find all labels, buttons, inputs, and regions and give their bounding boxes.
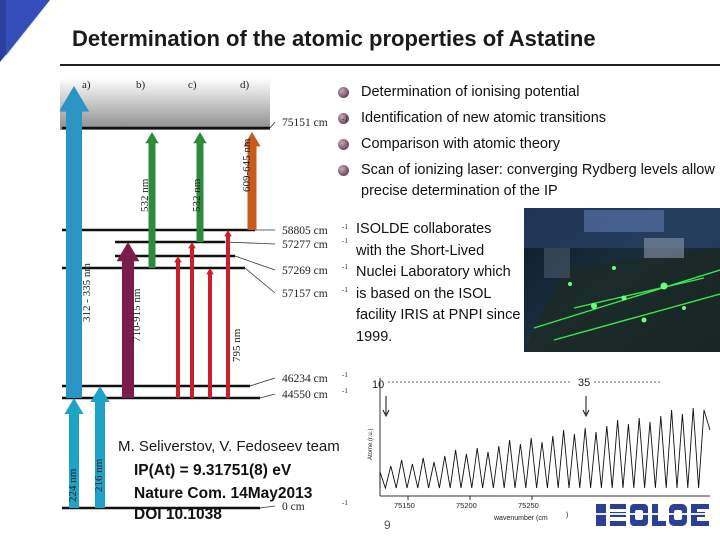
level-energy-label: 0 cm	[282, 501, 305, 513]
x-tick-label: 75250	[518, 501, 539, 510]
wavelength-label: 312 - 335 nm	[81, 263, 93, 322]
level-unit-superscript: -1	[342, 286, 348, 294]
red-arrow	[188, 242, 196, 398]
level-connector	[270, 122, 275, 128]
x-tick-label: 75150	[394, 501, 415, 510]
level-energy-label: 57277 cm	[282, 239, 328, 251]
wavelength-label: 216 nm	[93, 458, 105, 492]
scheme-label: d)	[240, 79, 250, 91]
arrow-down-icon	[583, 396, 589, 416]
bullet-item	[336, 82, 720, 103]
slide-title: Determination of the atomic properties of Astatine	[72, 26, 596, 51]
wavelength-label: 224 nm	[67, 468, 79, 502]
wavelength-label: 609-645 nm	[241, 138, 253, 192]
bullet-text: Scan of ionizing laser: converging Rydberg levels allow precise determination of the IP	[361, 162, 715, 199]
ionization-continuum	[60, 78, 270, 130]
red-arrow	[206, 268, 214, 398]
level-energy-label: 57157 cm	[282, 288, 328, 300]
scheme-label: c)	[188, 79, 197, 91]
bullet-item	[336, 108, 720, 129]
slide-number: 9	[384, 518, 391, 532]
peak-marker-label: 10	[372, 379, 385, 391]
level-connector	[245, 268, 275, 293]
bullet-text: Determination of ionising potential	[361, 84, 580, 100]
level-energy-label: 44550 cm	[282, 389, 328, 401]
level-unit-superscript: -1	[342, 237, 348, 245]
wavelength-label: 532 nm	[139, 178, 151, 212]
bullet-item	[336, 134, 720, 155]
level-unit-superscript: -1	[342, 223, 348, 231]
scheme-label: b)	[136, 79, 146, 91]
scan-signal-trace	[380, 408, 710, 488]
bullet-list	[336, 82, 720, 207]
level-energy-label: 57269 cm	[282, 265, 328, 277]
laser-lab-photo	[524, 208, 720, 352]
ionizing-uv-arrow	[60, 86, 89, 398]
isolde-logo	[596, 500, 714, 530]
level-energy-label: 75151 cm	[282, 117, 328, 129]
level-unit-superscript: -1	[342, 371, 348, 379]
level-energy-label: 46234 cm	[282, 373, 328, 385]
x-tick-label: 75200	[456, 501, 477, 510]
scheme-label: a)	[82, 79, 91, 91]
level-energy-label: 58805 cm	[282, 225, 328, 237]
x-axis-label: wavenumber (cm	[494, 515, 548, 522]
level-connector	[250, 378, 275, 386]
bullet-item	[336, 160, 720, 202]
corner-decoration	[0, 0, 50, 62]
level-connector	[260, 394, 275, 398]
wavelength-label: 532 nm	[191, 178, 203, 212]
x-axis-label-close: )	[566, 512, 569, 519]
bullet-text: Comparison with atomic theory	[361, 136, 561, 152]
wavelength-label: 795 nm	[231, 328, 243, 362]
team-credit: M. Seliverstov, V. Fedoseev team	[118, 438, 340, 455]
isolde-collaboration-text: ISOLDE collaborates with the Short-Lived Nuclei Laboratory which is based on the ISOL facility IRIS at PNPI since 1999.	[356, 221, 521, 345]
arrow-down-icon	[383, 396, 389, 416]
level-unit-superscript: -1	[342, 499, 348, 507]
level-unit-superscript: -1	[342, 115, 348, 123]
title-underline	[60, 64, 720, 66]
level-unit-superscript: -1	[342, 387, 348, 395]
ip-value: IP(At) = 9.31751(8) eV	[134, 462, 292, 479]
wavelength-label: 710-915 nm	[131, 288, 143, 342]
publication-reference: Nature Com. 14May2013	[134, 485, 313, 502]
level-connector	[225, 242, 275, 244]
bullet-text: Identification of new atomic transitions	[361, 110, 607, 126]
level-connector	[260, 506, 275, 508]
level-unit-superscript: -1	[342, 263, 348, 271]
red-arrow	[174, 256, 182, 398]
peak-marker-label: 35	[578, 377, 591, 389]
doi-reference: DOI 10.1038	[134, 506, 222, 523]
y-axis-label: Atome (r.u.)	[368, 428, 374, 460]
